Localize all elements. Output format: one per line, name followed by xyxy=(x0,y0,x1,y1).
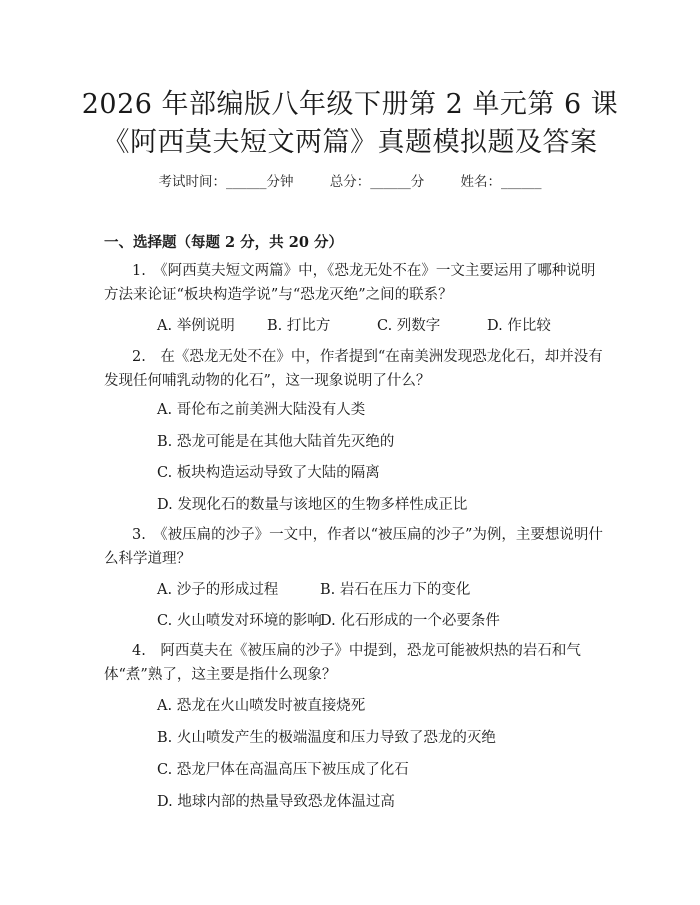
question-1 xyxy=(104,259,604,307)
option-a: A. 沙子的形成过程 xyxy=(157,582,279,598)
question-4 xyxy=(104,639,604,687)
option-d: D. 发现化石的数量与该地区的生物多样性成正比 xyxy=(157,497,468,513)
question-stem: 1. 《阿西莫夫短文两篇》中，《恐龙无处不在》一文主要运用了哪种说明方法来论证“板块构造学说”与“恐龙灭绝”之间的联系？ xyxy=(104,263,596,303)
option-b: B. 岩石在压力下的变化 xyxy=(320,582,471,598)
section-heading: 一、选择题（每题 2 分，共 20 分） xyxy=(104,234,343,251)
option-c: C. 列数字 xyxy=(377,318,441,334)
title-line-2: 《阿西莫夫短文两篇》真题模拟题及答案 xyxy=(102,127,598,158)
option-b: B. 火山喷发产生的极端温度和压力导致了恐龙的灭绝 xyxy=(157,730,496,746)
question-2 xyxy=(104,345,604,393)
question-stem: 4. 阿西莫夫在《被压扁的沙子》中提到，恐龙可能被炽热的岩石和气体“煮”熟了，这主要是指什么现象？ xyxy=(104,643,581,683)
option-a: A. 举例说明 xyxy=(157,318,235,334)
title-line-1: 2026 年部编版八年级下册第 2 单元第 6 课 xyxy=(81,89,619,120)
question-stem: 3. 《被压扁的沙子》一文中，作者以“被压扁的沙子”为例，主要想说明什么科学道理？ xyxy=(104,527,603,567)
option-c: C. 恐龙尸体在高温高压下被压成了化石 xyxy=(157,762,409,778)
question-3 xyxy=(104,523,604,571)
exam-meta xyxy=(0,170,700,190)
name-field: 姓名：______ xyxy=(460,174,542,190)
exam-time-field: 考试时间：______分钟 xyxy=(158,174,294,190)
total-score-field: 总分：______分 xyxy=(329,174,425,190)
option-c: C. 板块构造运动导致了大陆的隔离 xyxy=(157,465,380,481)
question-stem: 2. 在《恐龙无处不在》中，作者提到“在南美洲发现恐龙化石，却并没有发现任何哺乳动物的化石”，这一现象说明了什么？ xyxy=(104,349,603,389)
option-d: D. 作比较 xyxy=(487,318,551,334)
option-b: B. 打比方 xyxy=(267,318,331,334)
option-a: A. 恐龙在火山喷发时被直接烧死 xyxy=(157,698,366,714)
option-b: B. 恐龙可能是在其他大陆首先灭绝的 xyxy=(157,434,395,450)
option-d: D. 化石形成的一个必要条件 xyxy=(320,613,500,629)
option-a: A. 哥伦布之前美洲大陆没有人类 xyxy=(157,402,366,418)
option-c: C. 火山喷发对环境的影响 xyxy=(157,613,322,629)
option-d: D. 地球内部的热量导致恐龙体温过高 xyxy=(157,794,395,810)
